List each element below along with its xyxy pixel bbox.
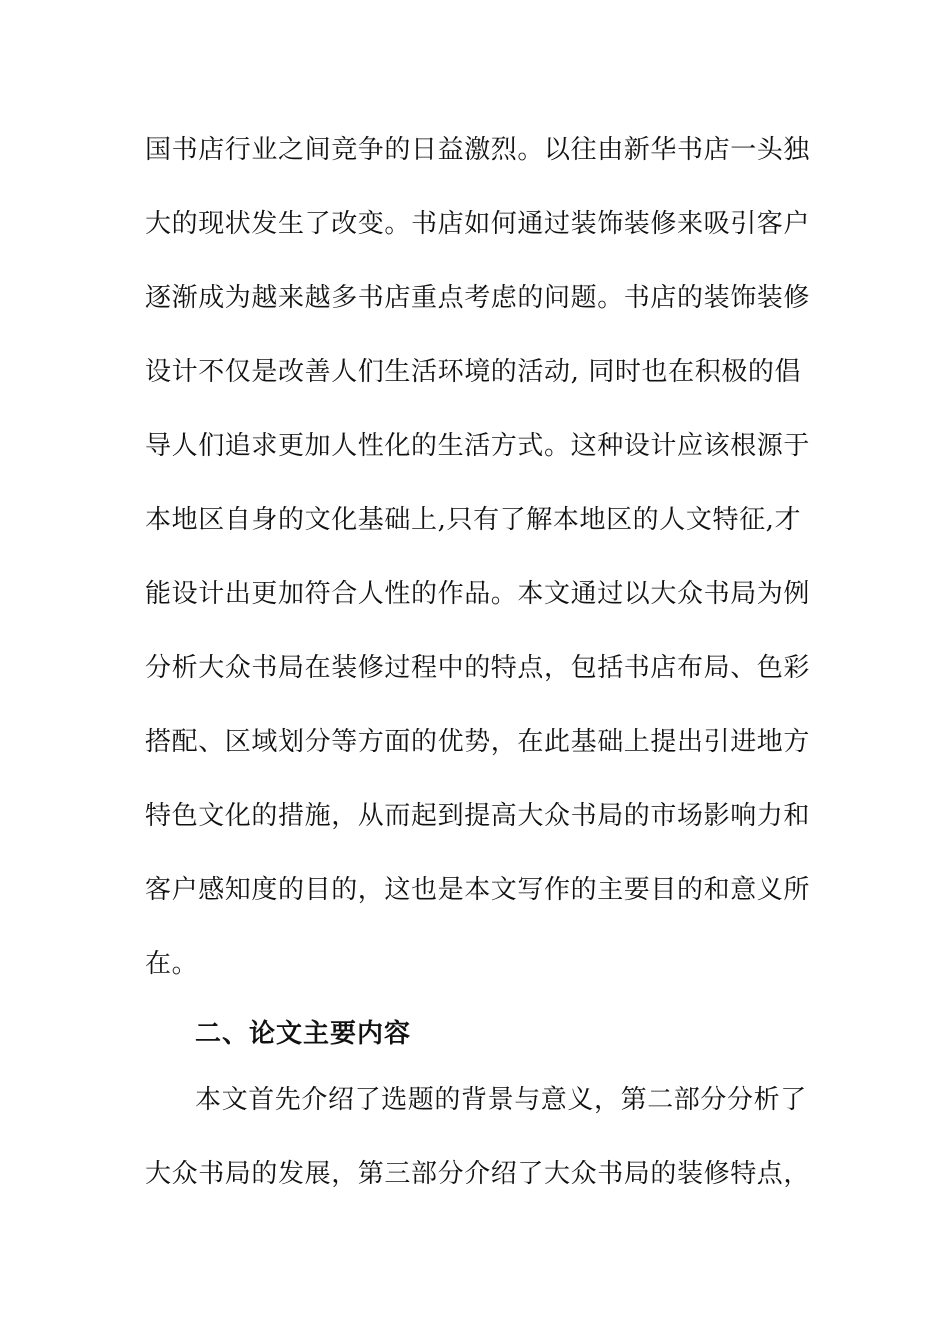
body-line: 能设计出更加符合人性的作品。本文通过以大众书局为例 <box>145 579 811 609</box>
body-line: 在。 <box>145 949 199 979</box>
body-line: 搭配、区域划分等方面的优势，在此基础上提出引进地方 <box>145 727 811 757</box>
section-line: 本文首先介绍了选题的背景与意义，第二部分分析了 <box>195 1085 807 1115</box>
body-line: 设计不仅是改善人们生活环境的活动, 同时也在积极的倡 <box>145 357 802 387</box>
body-line: 特色文化的措施，从而起到提高大众书局的市场影响力和 <box>145 801 811 831</box>
body-line: 客户感知度的目的，这也是本文写作的主要目的和意义所 <box>145 875 811 905</box>
body-line: 大的现状发生了改变。书店如何通过装饰装修来吸引客户 <box>145 209 811 239</box>
section-heading: 二、论文主要内容 <box>195 1019 412 1049</box>
body-line: 导人们追求更加人性化的生活方式。这种设计应该根源于 <box>145 431 811 461</box>
body-line: 逐渐成为越来越多书店重点考虑的问题。书店的装饰装修 <box>145 283 811 313</box>
body-line: 国书店行业之间竞争的日益激烈。以往由新华书店一头独 <box>145 135 811 165</box>
section-line: 大众书局的发展，第三部分介绍了大众书局的装修特点， <box>145 1159 811 1189</box>
body-line: 本地区自身的文化基础上,只有了解本地区的人文特征,才 <box>145 505 802 535</box>
body-line: 分析大众书局在装修过程中的特点，包括书店布局、色彩 <box>145 653 811 683</box>
